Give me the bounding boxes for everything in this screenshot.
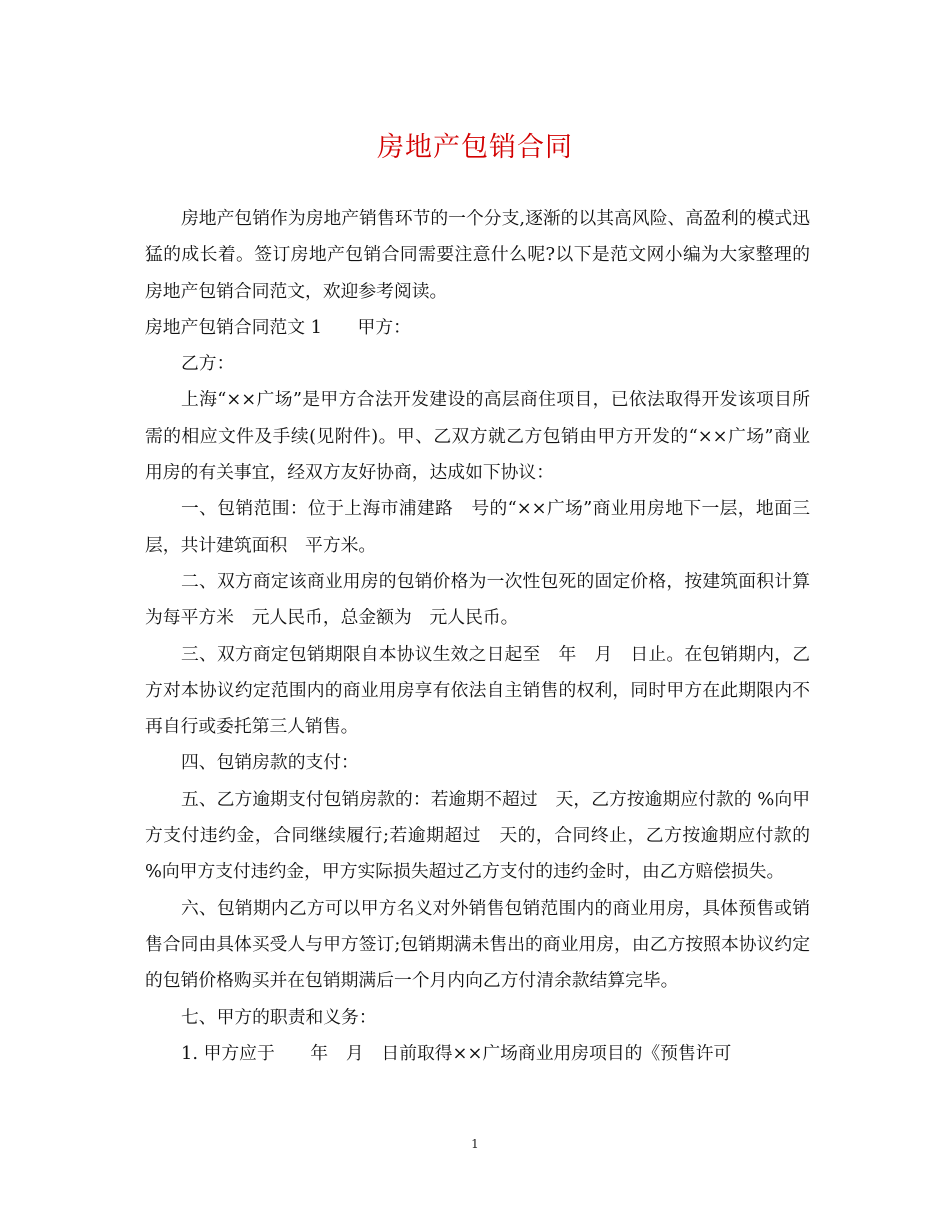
- clause-5-paragraph: 五、乙方逾期支付包销房款的：若逾期不超过 天，乙方按逾期应付款的 %向甲方支付违约金，合同继续履行;若逾期超过 天的，合同终止，乙方按逾期应付款的 %向甲方支付违约金，甲方实际损失超过乙方支付的违约金时，由乙方赔偿损失。: [145, 788, 834, 883]
- clause-2-paragraph: 二、双方商定该商业用房的包销价格为一次性包死的固定价格，按建筑面积计算为每平方米 元人民币，总金额为 元人民币。: [145, 570, 810, 629]
- document-body: [145, 201, 834, 1072]
- clause-3-paragraph: 三、双方商定包销期限自本协议生效之日起至 年 月 日止。在包销期内，乙方对本协议约定范围内的商业用房享有依法自主销售的权利，同时甲方在此期限内不再自行或委托第三人销售。: [145, 643, 810, 738]
- clause-4-paragraph: 四、包销房款的支付：: [181, 752, 359, 774]
- preamble-paragraph: 上海“××广场”是甲方合法开发建设的高层商住项目，已依法取得开发该项目所需的相应文件及手续(见附件)。甲、乙双方就乙方包销由甲方开发的“××广场”商业用房的有关事宜，经双方友好协商，达成如下协议：: [145, 389, 810, 484]
- page-number: 1: [471, 1137, 479, 1151]
- intro-paragraph: 房地产包销作为房地产销售环节的一个分支,逐渐的以其高风险、高盈利的模式迅猛的成长着。签订房地产包销合同需要注意什么呢?以下是范文网小编为大家整理的房地产包销合同范文，欢迎参考阅读。: [145, 208, 810, 302]
- clause-6-paragraph: 六、包销期内乙方可以甲方名义对外销售包销范围内的商业用房，具体预售或销售合同由具体买受人与甲方签订;包销期满未售出的商业用房，由乙方按照本协议约定的包销价格购买并在包销期满后一个月内向乙方付清余款结算完毕。: [145, 897, 810, 992]
- clause-7-heading: 七、甲方的职责和义务：: [181, 1006, 377, 1028]
- clause-7-item-1: 1. 甲方应于 年 月 日前取得××广场商业用房项目的《预售许可: [181, 1042, 732, 1064]
- sample-heading-party-a: 房地产包销合同范文 1 甲方：: [145, 316, 411, 338]
- party-b-line: 乙方：: [181, 353, 235, 375]
- document-title: 房地产包销合同: [377, 132, 573, 163]
- clause-1-paragraph: 一、包销范围：位于上海市浦建路 号的“××广场”商业用房地下一层，地面三层，共计建筑面积 平方米。: [145, 498, 810, 556]
